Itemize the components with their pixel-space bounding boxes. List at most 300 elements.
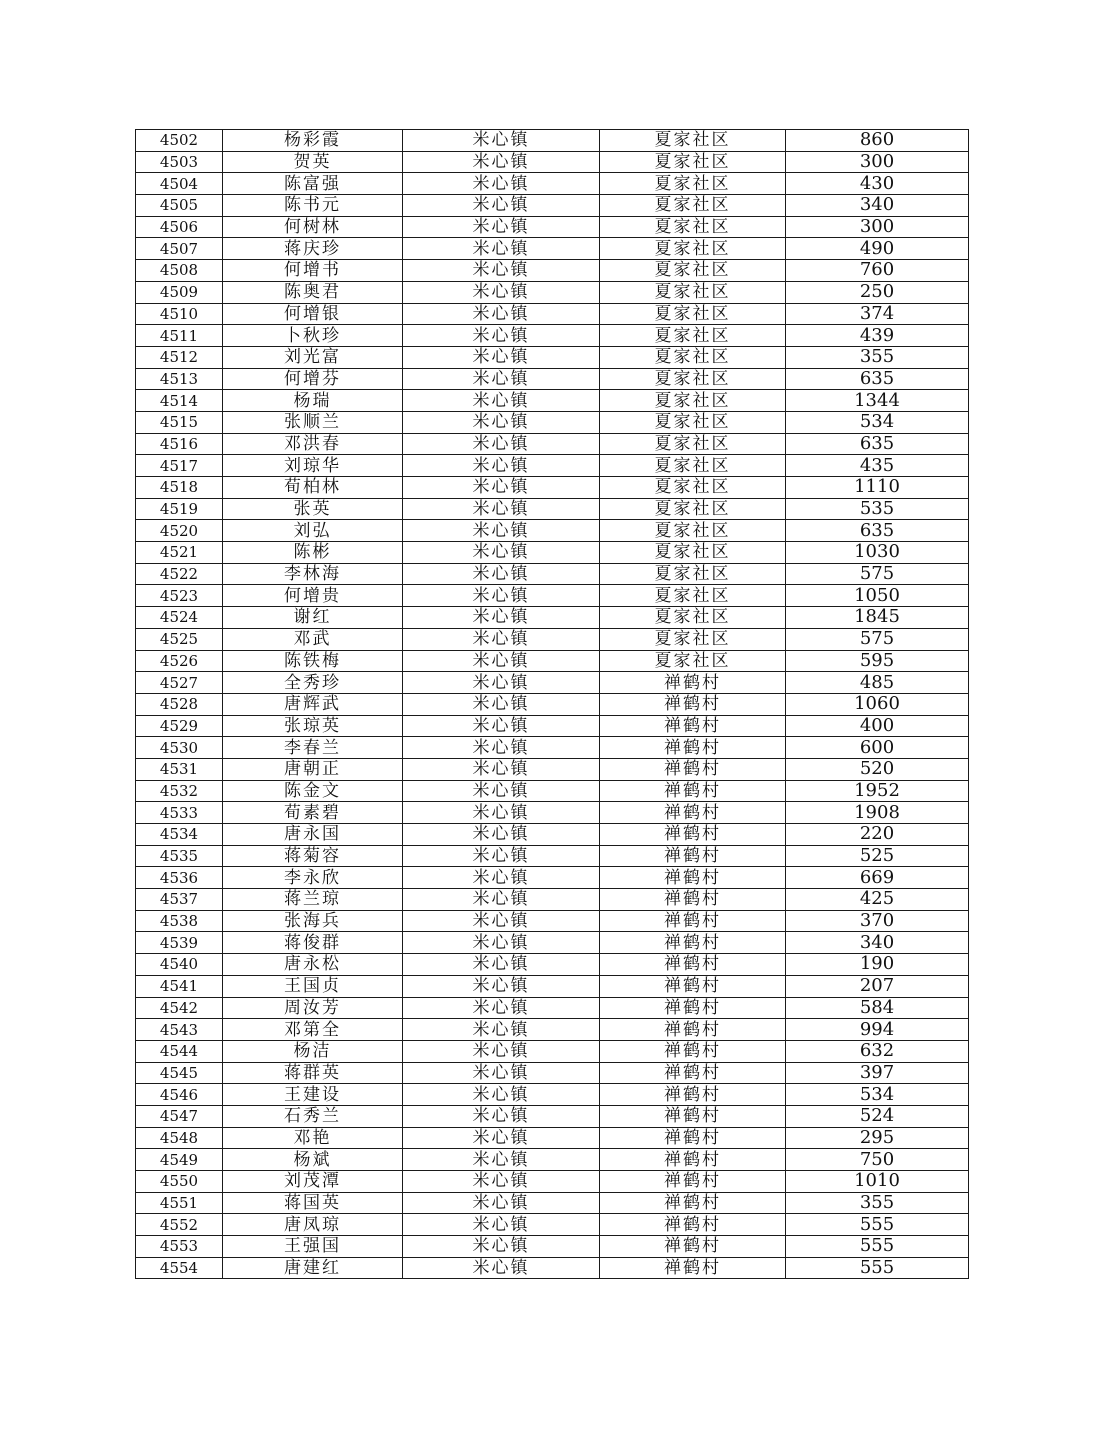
cell-village: 夏家社区 [600, 520, 786, 542]
cell-number: 4504 [136, 173, 223, 195]
cell-town: 米心镇 [403, 563, 600, 585]
cell-village: 夏家社区 [600, 303, 786, 325]
cell-number: 4538 [136, 910, 223, 932]
cell-village: 夏家社区 [600, 151, 786, 173]
cell-town: 米心镇 [403, 477, 600, 499]
cell-village: 禅鹤村 [600, 1062, 786, 1084]
cell-number: 4544 [136, 1040, 223, 1062]
table-row [136, 130, 969, 152]
cell-town: 米心镇 [403, 650, 600, 672]
table-row [136, 195, 969, 217]
cell-name: 荀素碧 [223, 802, 403, 824]
cell-amount: 595 [786, 650, 969, 672]
cell-name: 何增书 [223, 260, 403, 282]
cell-town: 米心镇 [403, 433, 600, 455]
cell-village: 禅鹤村 [600, 737, 786, 759]
cell-name: 石秀兰 [223, 1105, 403, 1127]
cell-number: 4545 [136, 1062, 223, 1084]
cell-name: 蒋庆珍 [223, 238, 403, 260]
cell-amount: 400 [786, 715, 969, 737]
table-row [136, 780, 969, 802]
cell-village: 禅鹤村 [600, 802, 786, 824]
cell-village: 禅鹤村 [600, 1019, 786, 1041]
cell-village: 禅鹤村 [600, 1257, 786, 1279]
cell-number: 4549 [136, 1149, 223, 1171]
cell-village: 夏家社区 [600, 498, 786, 520]
cell-number: 4525 [136, 628, 223, 650]
cell-number: 4526 [136, 650, 223, 672]
cell-amount: 1952 [786, 780, 969, 802]
cell-town: 米心镇 [403, 715, 600, 737]
cell-amount: 1845 [786, 607, 969, 629]
cell-village: 夏家社区 [600, 628, 786, 650]
cell-village: 夏家社区 [600, 173, 786, 195]
cell-number: 4529 [136, 715, 223, 737]
cell-amount: 1344 [786, 390, 969, 412]
cell-name: 王建设 [223, 1084, 403, 1106]
cell-number: 4535 [136, 845, 223, 867]
cell-town: 米心镇 [403, 1192, 600, 1214]
cell-number: 4514 [136, 390, 223, 412]
cell-amount: 1030 [786, 542, 969, 564]
cell-town: 米心镇 [403, 693, 600, 715]
cell-amount: 534 [786, 1084, 969, 1106]
cell-town: 米心镇 [403, 607, 600, 629]
table-row [136, 498, 969, 520]
cell-village: 禅鹤村 [600, 1084, 786, 1106]
cell-village: 夏家社区 [600, 455, 786, 477]
table-row [136, 889, 969, 911]
cell-amount: 355 [786, 1192, 969, 1214]
cell-name: 蒋群英 [223, 1062, 403, 1084]
cell-village: 夏家社区 [600, 563, 786, 585]
cell-name: 陈彬 [223, 542, 403, 564]
table-row [136, 1019, 969, 1041]
cell-amount: 220 [786, 824, 969, 846]
cell-town: 米心镇 [403, 542, 600, 564]
cell-number: 4547 [136, 1105, 223, 1127]
cell-village: 禅鹤村 [600, 824, 786, 846]
cell-amount: 397 [786, 1062, 969, 1084]
cell-number: 4520 [136, 520, 223, 542]
cell-amount: 575 [786, 563, 969, 585]
cell-village: 夏家社区 [600, 238, 786, 260]
cell-name: 卜秋珍 [223, 325, 403, 347]
cell-name: 唐永松 [223, 954, 403, 976]
cell-village: 禅鹤村 [600, 1149, 786, 1171]
cell-village: 夏家社区 [600, 325, 786, 347]
cell-number: 4502 [136, 130, 223, 152]
cell-village: 夏家社区 [600, 130, 786, 152]
cell-name: 刘琼华 [223, 455, 403, 477]
table-row [136, 1127, 969, 1149]
cell-name: 唐凤琼 [223, 1214, 403, 1236]
table-row [136, 238, 969, 260]
cell-village: 禅鹤村 [600, 672, 786, 694]
table-row [136, 1236, 969, 1258]
cell-amount: 860 [786, 130, 969, 152]
cell-name: 唐辉武 [223, 693, 403, 715]
cell-amount: 370 [786, 910, 969, 932]
cell-number: 4508 [136, 260, 223, 282]
cell-name: 张顺兰 [223, 411, 403, 433]
cell-town: 米心镇 [403, 1257, 600, 1279]
cell-village: 夏家社区 [600, 216, 786, 238]
cell-amount: 525 [786, 845, 969, 867]
cell-amount: 555 [786, 1214, 969, 1236]
cell-amount: 1908 [786, 802, 969, 824]
table-row [136, 910, 969, 932]
cell-town: 米心镇 [403, 303, 600, 325]
cell-amount: 600 [786, 737, 969, 759]
table-row [136, 954, 969, 976]
cell-name: 李永欣 [223, 867, 403, 889]
cell-number: 4528 [136, 693, 223, 715]
cell-town: 米心镇 [403, 325, 600, 347]
cell-name: 张海兵 [223, 910, 403, 932]
table-row [136, 650, 969, 672]
cell-name: 唐朝正 [223, 758, 403, 780]
cell-amount: 584 [786, 997, 969, 1019]
cell-number: 4524 [136, 607, 223, 629]
cell-amount: 1110 [786, 477, 969, 499]
table-row [136, 824, 969, 846]
cell-town: 米心镇 [403, 346, 600, 368]
cell-town: 米心镇 [403, 130, 600, 152]
cell-town: 米心镇 [403, 195, 600, 217]
cell-village: 禅鹤村 [600, 1236, 786, 1258]
cell-amount: 207 [786, 975, 969, 997]
cell-number: 4546 [136, 1084, 223, 1106]
cell-amount: 340 [786, 195, 969, 217]
cell-amount: 635 [786, 433, 969, 455]
cell-amount: 575 [786, 628, 969, 650]
cell-village: 夏家社区 [600, 585, 786, 607]
cell-name: 陈富强 [223, 173, 403, 195]
table-row [136, 1105, 969, 1127]
cell-village: 夏家社区 [600, 368, 786, 390]
cell-town: 米心镇 [403, 455, 600, 477]
cell-number: 4511 [136, 325, 223, 347]
cell-amount: 635 [786, 368, 969, 390]
cell-amount: 374 [786, 303, 969, 325]
cell-name: 杨瑞 [223, 390, 403, 412]
cell-village: 夏家社区 [600, 650, 786, 672]
cell-name: 张琼英 [223, 715, 403, 737]
cell-number: 4534 [136, 824, 223, 846]
cell-village: 禅鹤村 [600, 1192, 786, 1214]
table-row [136, 477, 969, 499]
table-row [136, 932, 969, 954]
table-row [136, 216, 969, 238]
cell-name: 张英 [223, 498, 403, 520]
cell-town: 米心镇 [403, 910, 600, 932]
table-row [136, 260, 969, 282]
cell-name: 陈铁梅 [223, 650, 403, 672]
cell-name: 刘弘 [223, 520, 403, 542]
cell-name: 杨彩霞 [223, 130, 403, 152]
cell-amount: 1050 [786, 585, 969, 607]
cell-name: 何增贵 [223, 585, 403, 607]
cell-town: 米心镇 [403, 867, 600, 889]
cell-name: 李春兰 [223, 737, 403, 759]
table-row [136, 433, 969, 455]
table-row [136, 1214, 969, 1236]
cell-amount: 520 [786, 758, 969, 780]
cell-amount: 555 [786, 1236, 969, 1258]
cell-number: 4541 [136, 975, 223, 997]
cell-town: 米心镇 [403, 780, 600, 802]
table-row [136, 737, 969, 759]
cell-village: 夏家社区 [600, 390, 786, 412]
cell-village: 禅鹤村 [600, 845, 786, 867]
cell-town: 米心镇 [403, 281, 600, 303]
cell-town: 米心镇 [403, 1105, 600, 1127]
table-row [136, 542, 969, 564]
table-row [136, 1149, 969, 1171]
cell-number: 4506 [136, 216, 223, 238]
cell-number: 4507 [136, 238, 223, 260]
cell-village: 禅鹤村 [600, 997, 786, 1019]
roster-table-body [136, 130, 969, 1279]
cell-town: 米心镇 [403, 238, 600, 260]
table-row [136, 715, 969, 737]
cell-town: 米心镇 [403, 1236, 600, 1258]
cell-number: 4512 [136, 346, 223, 368]
table-row [136, 758, 969, 780]
table-row [136, 975, 969, 997]
cell-name: 陈金文 [223, 780, 403, 802]
cell-amount: 1060 [786, 693, 969, 715]
cell-village: 禅鹤村 [600, 715, 786, 737]
cell-name: 杨斌 [223, 1149, 403, 1171]
cell-village: 禅鹤村 [600, 693, 786, 715]
table-row [136, 303, 969, 325]
table-row [136, 563, 969, 585]
cell-amount: 555 [786, 1257, 969, 1279]
cell-number: 4554 [136, 1257, 223, 1279]
cell-number: 4519 [136, 498, 223, 520]
cell-amount: 439 [786, 325, 969, 347]
table-row [136, 455, 969, 477]
cell-town: 米心镇 [403, 1019, 600, 1041]
cell-amount: 435 [786, 455, 969, 477]
cell-number: 4509 [136, 281, 223, 303]
cell-village: 禅鹤村 [600, 932, 786, 954]
cell-amount: 340 [786, 932, 969, 954]
cell-name: 谢红 [223, 607, 403, 629]
cell-town: 米心镇 [403, 498, 600, 520]
table-row [136, 173, 969, 195]
cell-amount: 355 [786, 346, 969, 368]
cell-town: 米心镇 [403, 845, 600, 867]
cell-number: 4536 [136, 867, 223, 889]
cell-amount: 300 [786, 151, 969, 173]
cell-number: 4531 [136, 758, 223, 780]
table-row [136, 346, 969, 368]
table-row [136, 411, 969, 433]
cell-town: 米心镇 [403, 260, 600, 282]
cell-name: 蒋俊群 [223, 932, 403, 954]
cell-number: 4537 [136, 889, 223, 911]
cell-amount: 190 [786, 954, 969, 976]
cell-town: 米心镇 [403, 1062, 600, 1084]
cell-number: 4533 [136, 802, 223, 824]
cell-name: 邓第全 [223, 1019, 403, 1041]
cell-town: 米心镇 [403, 216, 600, 238]
table-row [136, 867, 969, 889]
roster-table [135, 129, 969, 1279]
cell-number: 4518 [136, 477, 223, 499]
cell-town: 米心镇 [403, 1084, 600, 1106]
cell-amount: 750 [786, 1149, 969, 1171]
cell-number: 4503 [136, 151, 223, 173]
cell-amount: 635 [786, 520, 969, 542]
cell-village: 夏家社区 [600, 433, 786, 455]
cell-village: 禅鹤村 [600, 758, 786, 780]
table-row [136, 1192, 969, 1214]
cell-town: 米心镇 [403, 1040, 600, 1062]
cell-town: 米心镇 [403, 585, 600, 607]
cell-amount: 430 [786, 173, 969, 195]
table-row [136, 151, 969, 173]
cell-town: 米心镇 [403, 411, 600, 433]
cell-number: 4542 [136, 997, 223, 1019]
cell-amount: 1010 [786, 1171, 969, 1193]
cell-town: 米心镇 [403, 520, 600, 542]
cell-amount: 632 [786, 1040, 969, 1062]
table-row [136, 1084, 969, 1106]
table-row [136, 628, 969, 650]
cell-town: 米心镇 [403, 390, 600, 412]
table-row [136, 520, 969, 542]
cell-town: 米心镇 [403, 1149, 600, 1171]
cell-town: 米心镇 [403, 737, 600, 759]
cell-amount: 425 [786, 889, 969, 911]
cell-village: 夏家社区 [600, 542, 786, 564]
cell-name: 蒋国英 [223, 1192, 403, 1214]
cell-town: 米心镇 [403, 151, 600, 173]
cell-name: 何增银 [223, 303, 403, 325]
table-row [136, 1062, 969, 1084]
cell-name: 邓洪春 [223, 433, 403, 455]
cell-amount: 669 [786, 867, 969, 889]
cell-amount: 760 [786, 260, 969, 282]
cell-number: 4543 [136, 1019, 223, 1041]
table-row [136, 281, 969, 303]
cell-village: 禅鹤村 [600, 975, 786, 997]
cell-number: 4539 [136, 932, 223, 954]
cell-number: 4527 [136, 672, 223, 694]
cell-town: 米心镇 [403, 1214, 600, 1236]
cell-name: 刘光富 [223, 346, 403, 368]
cell-town: 米心镇 [403, 997, 600, 1019]
table-row [136, 368, 969, 390]
table-row [136, 325, 969, 347]
cell-name: 唐永国 [223, 824, 403, 846]
cell-amount: 485 [786, 672, 969, 694]
cell-name: 王强国 [223, 1236, 403, 1258]
cell-village: 禅鹤村 [600, 954, 786, 976]
cell-name: 何增芬 [223, 368, 403, 390]
cell-village: 禅鹤村 [600, 867, 786, 889]
cell-town: 米心镇 [403, 628, 600, 650]
cell-village: 禅鹤村 [600, 1214, 786, 1236]
cell-name: 陈奥君 [223, 281, 403, 303]
cell-amount: 250 [786, 281, 969, 303]
cell-name: 荀柏林 [223, 477, 403, 499]
cell-number: 4540 [136, 954, 223, 976]
cell-village: 禅鹤村 [600, 1171, 786, 1193]
cell-town: 米心镇 [403, 758, 600, 780]
cell-number: 4517 [136, 455, 223, 477]
cell-amount: 994 [786, 1019, 969, 1041]
cell-name: 刘茂潭 [223, 1171, 403, 1193]
cell-town: 米心镇 [403, 1171, 600, 1193]
cell-amount: 490 [786, 238, 969, 260]
cell-name: 王国贞 [223, 975, 403, 997]
cell-name: 杨洁 [223, 1040, 403, 1062]
cell-town: 米心镇 [403, 173, 600, 195]
cell-village: 禅鹤村 [600, 1040, 786, 1062]
cell-amount: 295 [786, 1127, 969, 1149]
table-row [136, 845, 969, 867]
cell-name: 邓武 [223, 628, 403, 650]
cell-name: 陈书元 [223, 195, 403, 217]
table-row [136, 1171, 969, 1193]
cell-name: 周汝芳 [223, 997, 403, 1019]
cell-number: 4530 [136, 737, 223, 759]
cell-number: 4515 [136, 411, 223, 433]
cell-town: 米心镇 [403, 802, 600, 824]
cell-number: 4510 [136, 303, 223, 325]
cell-name: 蒋兰琼 [223, 889, 403, 911]
cell-number: 4522 [136, 563, 223, 585]
cell-number: 4551 [136, 1192, 223, 1214]
cell-town: 米心镇 [403, 889, 600, 911]
cell-village: 夏家社区 [600, 281, 786, 303]
cell-number: 4523 [136, 585, 223, 607]
cell-village: 夏家社区 [600, 260, 786, 282]
table-row [136, 390, 969, 412]
cell-amount: 534 [786, 411, 969, 433]
cell-number: 4550 [136, 1171, 223, 1193]
cell-number: 4552 [136, 1214, 223, 1236]
cell-village: 夏家社区 [600, 607, 786, 629]
cell-town: 米心镇 [403, 824, 600, 846]
table-row [136, 693, 969, 715]
cell-village: 禅鹤村 [600, 1105, 786, 1127]
cell-town: 米心镇 [403, 932, 600, 954]
cell-name: 邓艳 [223, 1127, 403, 1149]
cell-village: 禅鹤村 [600, 1127, 786, 1149]
table-row [136, 585, 969, 607]
cell-name: 蒋菊容 [223, 845, 403, 867]
cell-amount: 524 [786, 1105, 969, 1127]
cell-town: 米心镇 [403, 975, 600, 997]
cell-name: 贺英 [223, 151, 403, 173]
cell-name: 唐建红 [223, 1257, 403, 1279]
cell-village: 夏家社区 [600, 477, 786, 499]
table-row [136, 1040, 969, 1062]
cell-number: 4532 [136, 780, 223, 802]
cell-village: 夏家社区 [600, 346, 786, 368]
cell-number: 4553 [136, 1236, 223, 1258]
cell-village: 夏家社区 [600, 195, 786, 217]
cell-name: 全秀珍 [223, 672, 403, 694]
cell-number: 4516 [136, 433, 223, 455]
cell-village: 夏家社区 [600, 411, 786, 433]
